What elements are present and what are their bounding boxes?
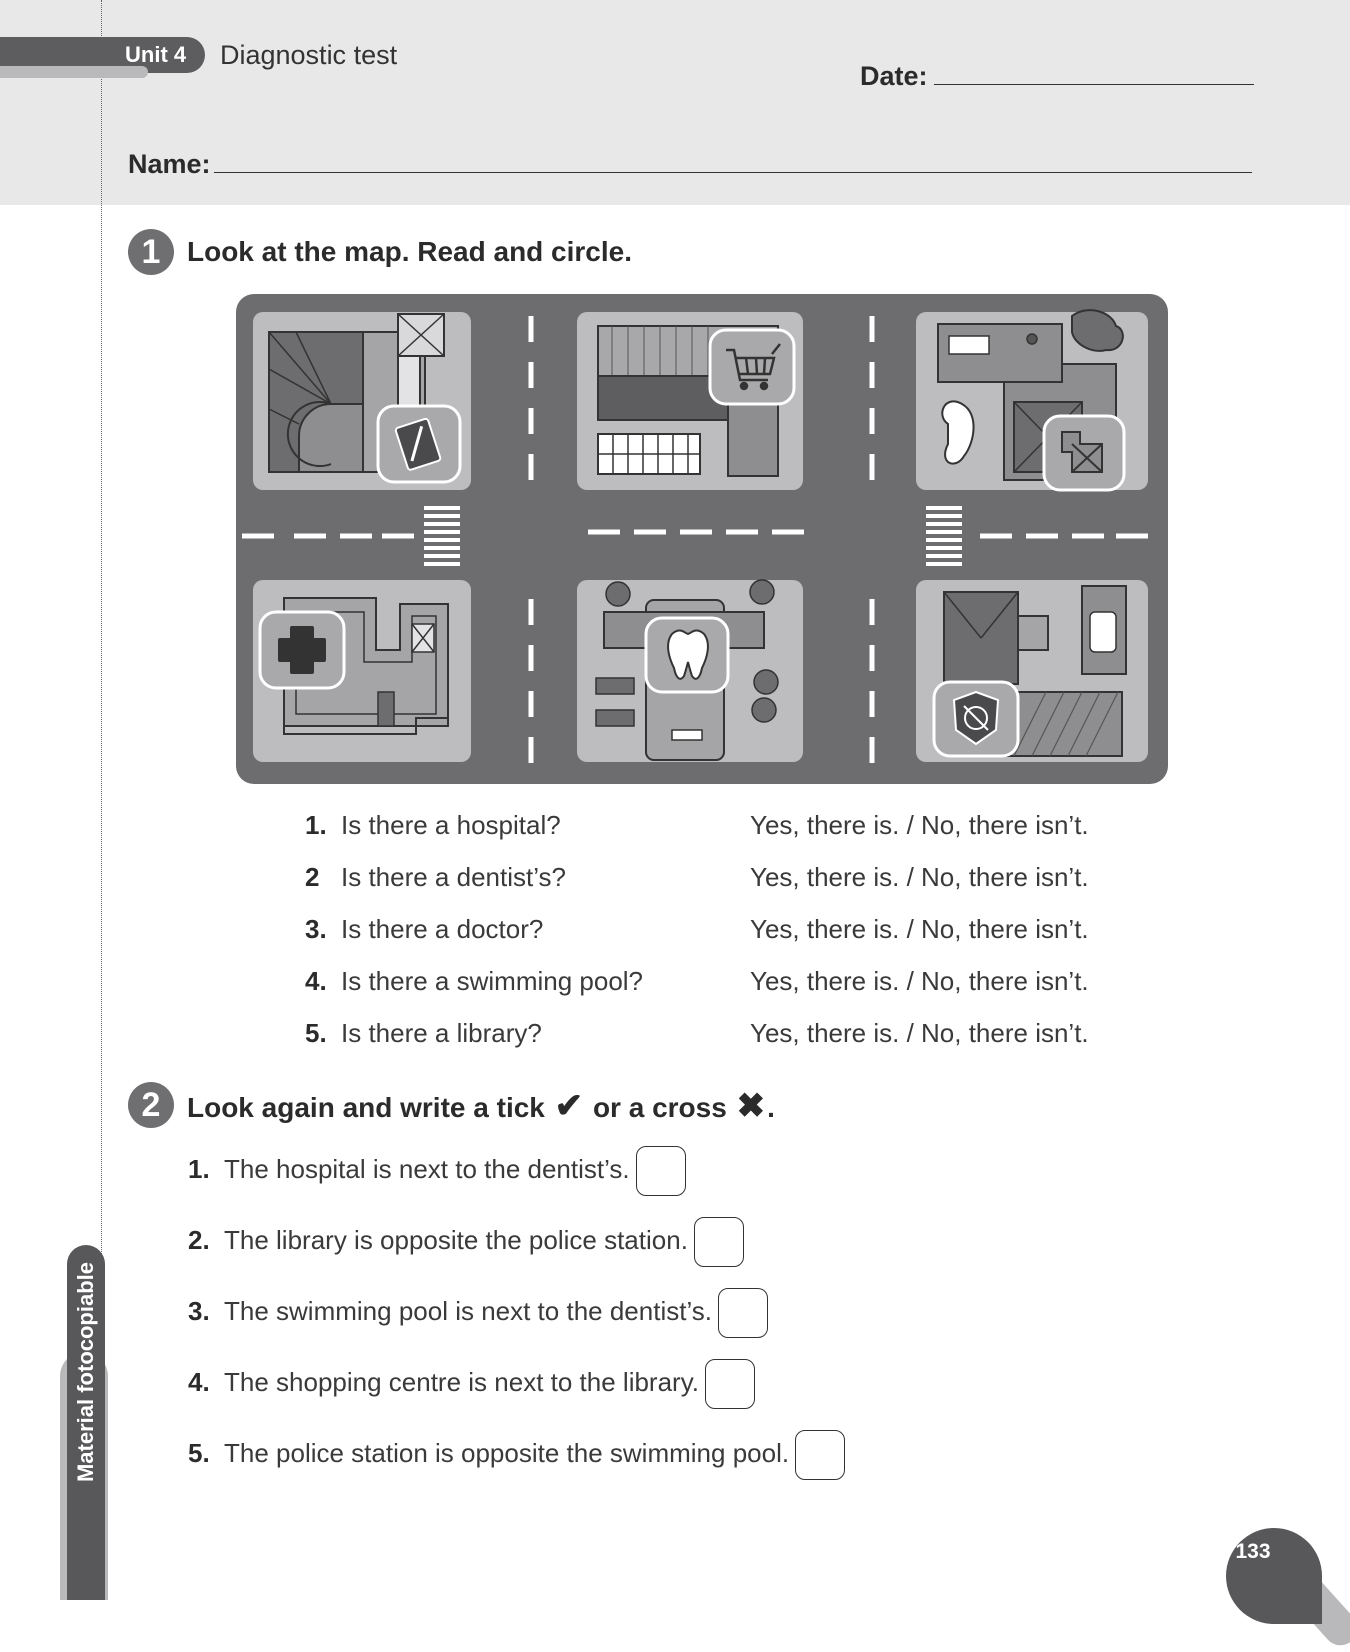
question-number: 5. [305, 1018, 327, 1048]
medical-cross-icon [260, 612, 344, 688]
page-title: Diagnostic test [220, 40, 398, 70]
statement-text: The library is opposite the police station. [224, 1225, 688, 1255]
statement-number: 3. [188, 1296, 210, 1326]
question-row [305, 961, 1089, 1001]
statement-row [188, 1356, 755, 1408]
statement-text: The shopping centre is next to the library. [224, 1367, 699, 1397]
exercise-2-instruction [187, 1088, 775, 1126]
date-field[interactable] [934, 84, 1254, 85]
answer-options[interactable]: Yes, there is. / No, there isn’t. [750, 1018, 1089, 1048]
answer-options[interactable]: Yes, there is. / No, there isn’t. [750, 810, 1089, 840]
house-pool-icon [1044, 416, 1124, 490]
question-row [305, 1013, 1089, 1053]
name-label: Name: [128, 149, 211, 179]
statement-number: 4. [188, 1367, 210, 1397]
statement-row [188, 1214, 744, 1266]
statement-row [188, 1285, 768, 1337]
exercise-1-instruction: Look at the map. Read and circle. [187, 236, 633, 267]
answer-options[interactable]: Yes, there is. / No, there isn’t. [750, 914, 1089, 944]
page-number: 133 [1235, 1540, 1271, 1563]
question-text: Is there a doctor? [341, 914, 544, 944]
unit-label: Unit 4 [125, 42, 187, 67]
tick-icon: ✔ [554, 1087, 584, 1125]
question-row [305, 909, 1089, 949]
question-number: 4. [305, 966, 327, 996]
statement-number: 2. [188, 1225, 210, 1255]
town-map [236, 294, 1168, 784]
answer-box[interactable] [705, 1359, 755, 1409]
statement-number: 5. [188, 1438, 210, 1468]
cross-icon: ✖ [736, 1087, 766, 1125]
question-text: Is there a hospital? [341, 810, 561, 840]
shopping-cart-icon [710, 330, 794, 404]
statement-text: The hospital is next to the dentist’s. [224, 1154, 630, 1184]
name-field[interactable] [214, 172, 1252, 173]
question-row [305, 805, 1089, 845]
answer-options[interactable]: Yes, there is. / No, there isn’t. [750, 862, 1089, 892]
answer-box[interactable] [636, 1146, 686, 1196]
question-text: Is there a library? [341, 1018, 542, 1048]
question-row [305, 857, 1089, 897]
instruction-text: or a cross [592, 1092, 727, 1123]
pencil-book-icon [378, 406, 460, 482]
statement-row [188, 1143, 686, 1195]
date-label: Date: [860, 61, 928, 91]
tooth-icon [646, 618, 728, 692]
exercise-2-number: 2 [128, 1082, 174, 1128]
instruction-text: Look again and write a tick [187, 1092, 545, 1123]
exercise-1-number: 1 [128, 229, 174, 275]
instruction-end: . [767, 1092, 775, 1123]
answer-box[interactable] [694, 1217, 744, 1267]
question-text: Is there a dentist’s? [341, 862, 566, 892]
statement-text: The swimming pool is next to the dentist’s. [224, 1296, 712, 1326]
statement-text: The police station is opposite the swimming pool. [224, 1438, 790, 1468]
question-number: 2 [305, 862, 320, 892]
police-badge-icon [934, 682, 1018, 756]
statement-number: 1. [188, 1154, 210, 1184]
question-number: 1. [305, 810, 327, 840]
question-number: 3. [305, 914, 327, 944]
answer-options[interactable]: Yes, there is. / No, there isn’t. [750, 966, 1089, 996]
question-text: Is there a swimming pool? [341, 966, 644, 996]
photocopiable-label: Material fotocopiable [73, 1261, 98, 1483]
answer-box[interactable] [718, 1288, 768, 1338]
statement-row [188, 1427, 845, 1479]
answer-box[interactable] [795, 1430, 845, 1480]
